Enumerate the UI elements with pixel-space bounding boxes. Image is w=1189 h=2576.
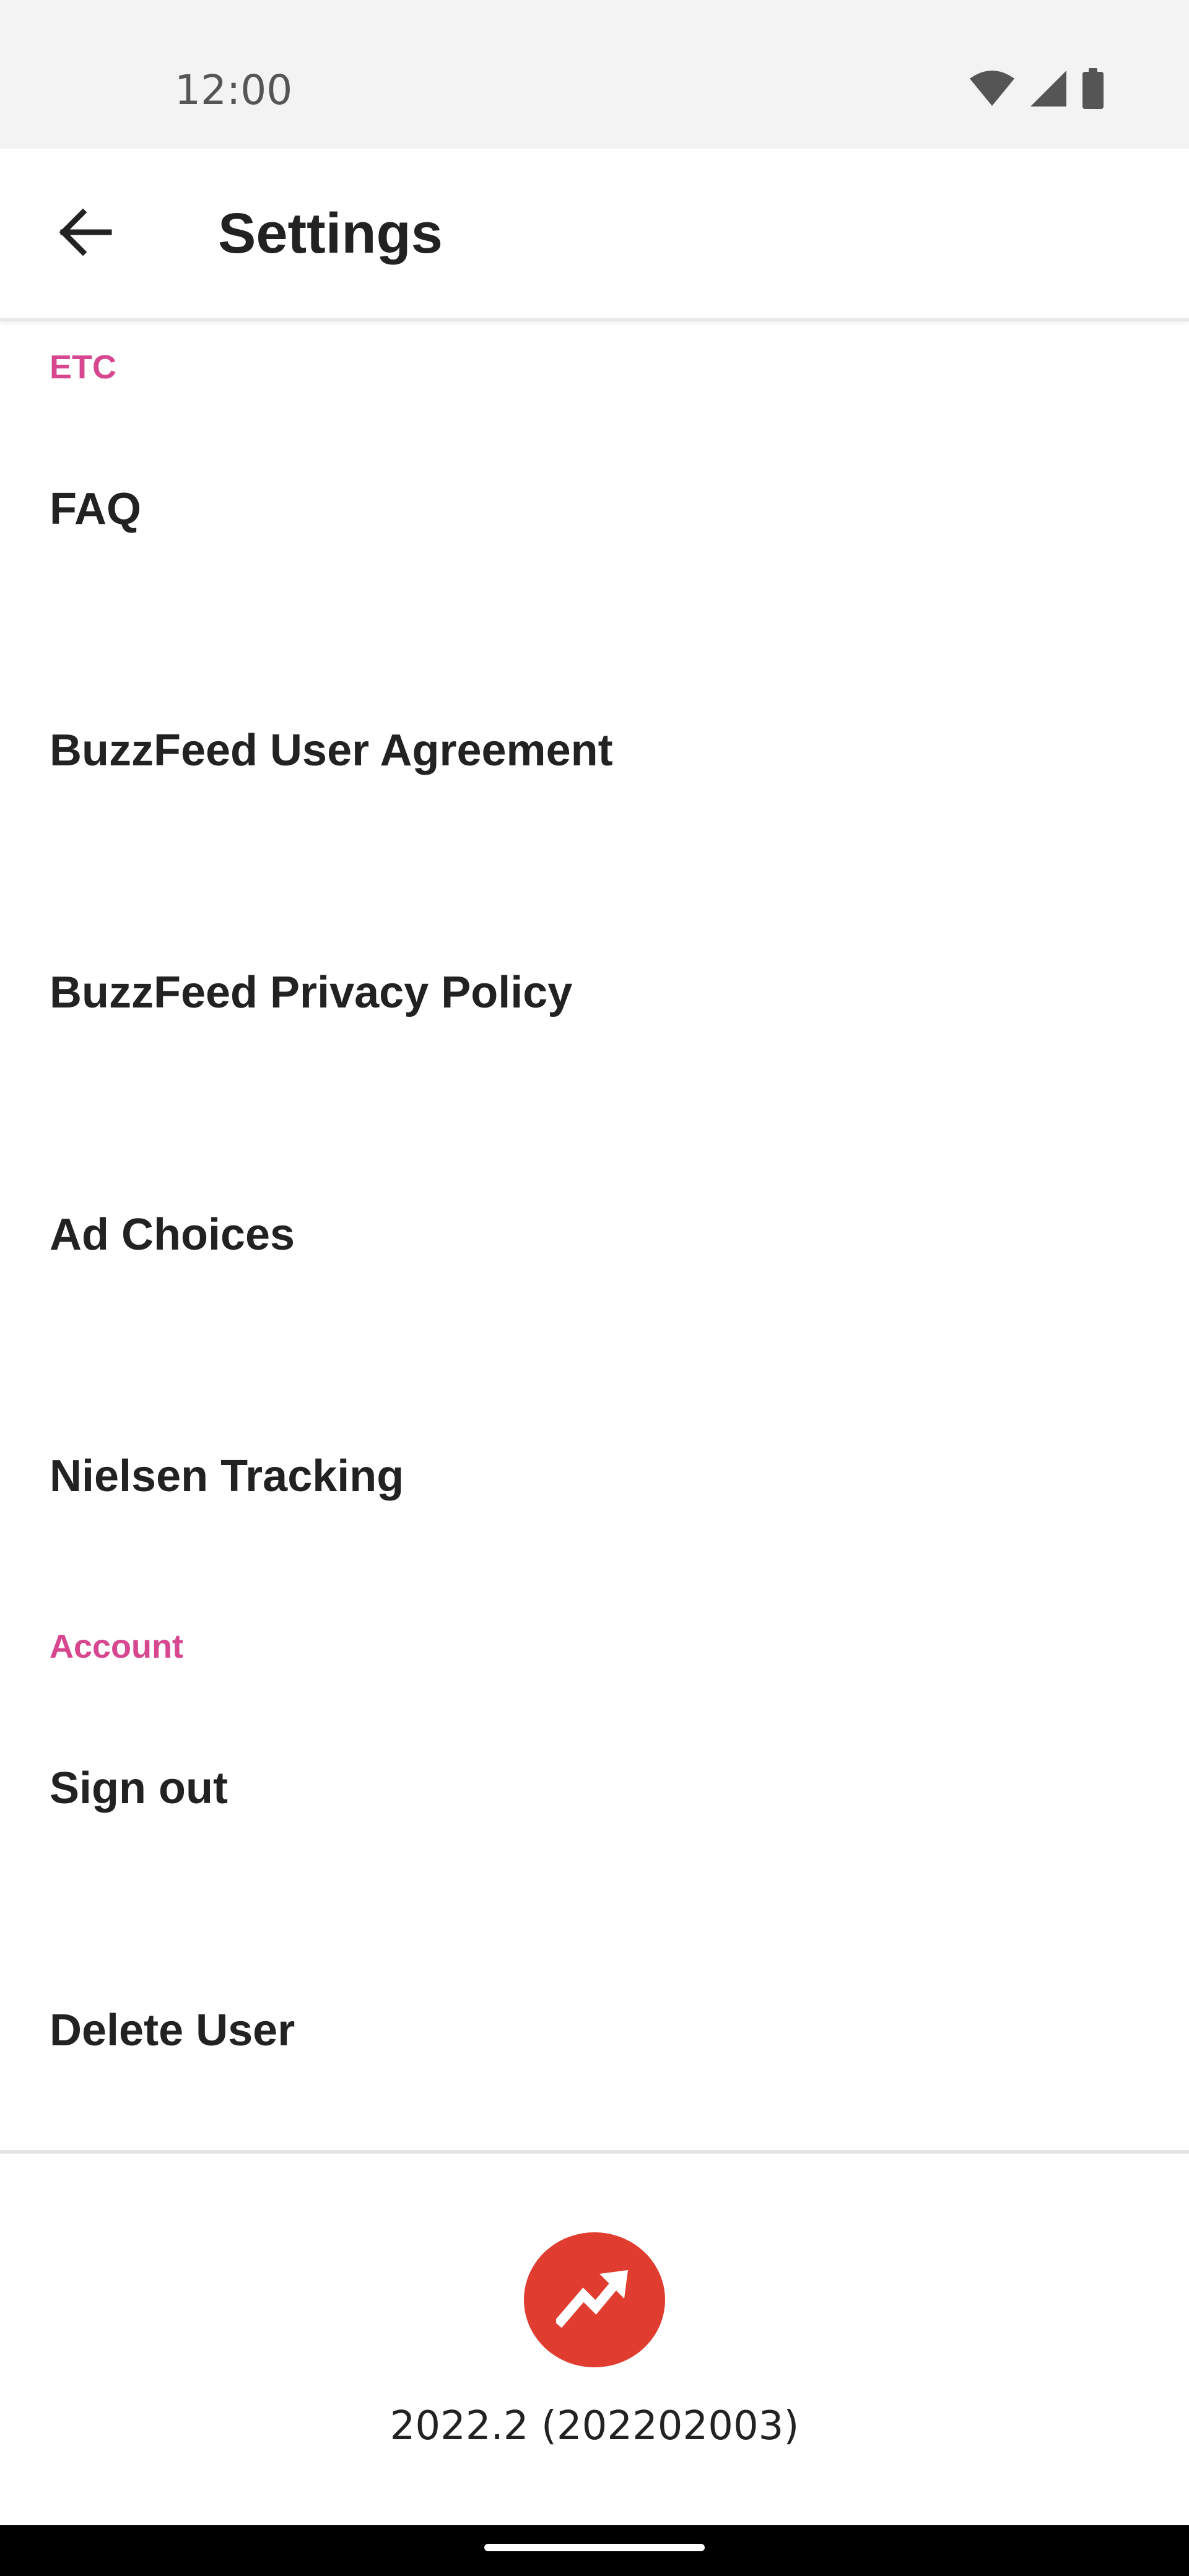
back-button[interactable] [45, 193, 125, 274]
menu-item-privacy-policy[interactable] [0, 872, 1189, 1113]
home-gesture-handle[interactable] [484, 2544, 705, 2551]
status-bar [0, 0, 1189, 149]
section-header-etc [50, 347, 116, 388]
menu-item-label: BuzzFeed User Agreement [50, 726, 613, 775]
menu-item-label: BuzzFeed Privacy Policy [50, 968, 573, 1017]
menu-item-label: Sign out [50, 1764, 228, 1813]
section-header-account [50, 1626, 183, 1667]
menu-item-delete-user[interactable] [0, 1910, 1189, 2151]
menu-item-sign-out[interactable] [0, 1668, 1189, 1909]
menu-item-user-agreement[interactable] [0, 630, 1189, 871]
menu-item-nielsen-tracking[interactable] [0, 1355, 1189, 1597]
status-time: 12:00 [175, 66, 293, 114]
menu-item-label: Delete User [50, 2006, 295, 2055]
menu-item-ad-choices[interactable] [0, 1114, 1189, 1355]
footer [0, 2154, 1189, 2525]
menu-item-faq[interactable] [0, 388, 1189, 630]
page-title: Settings [218, 202, 443, 265]
menu-item-label: FAQ [50, 484, 142, 534]
system-nav-bar [0, 2525, 1189, 2576]
app-bar [0, 149, 1189, 321]
menu-item-label: Nielsen Tracking [50, 1451, 404, 1501]
wifi-icon [969, 70, 1016, 107]
section-header-account-label: Account [50, 1628, 183, 1665]
arrow-left-icon [57, 207, 113, 260]
menu-item-label: Ad Choices [50, 1210, 295, 1260]
cellular-signal-icon [1029, 69, 1068, 108]
section-header-etc-label: ETC [50, 349, 116, 386]
buzzfeed-logo [524, 2232, 665, 2367]
status-icons [969, 68, 1105, 109]
battery-icon [1081, 68, 1105, 109]
app-version: 2022.2 (202202003) [390, 2403, 799, 2449]
buzzfeed-trending-arrow-icon [556, 2268, 633, 2333]
